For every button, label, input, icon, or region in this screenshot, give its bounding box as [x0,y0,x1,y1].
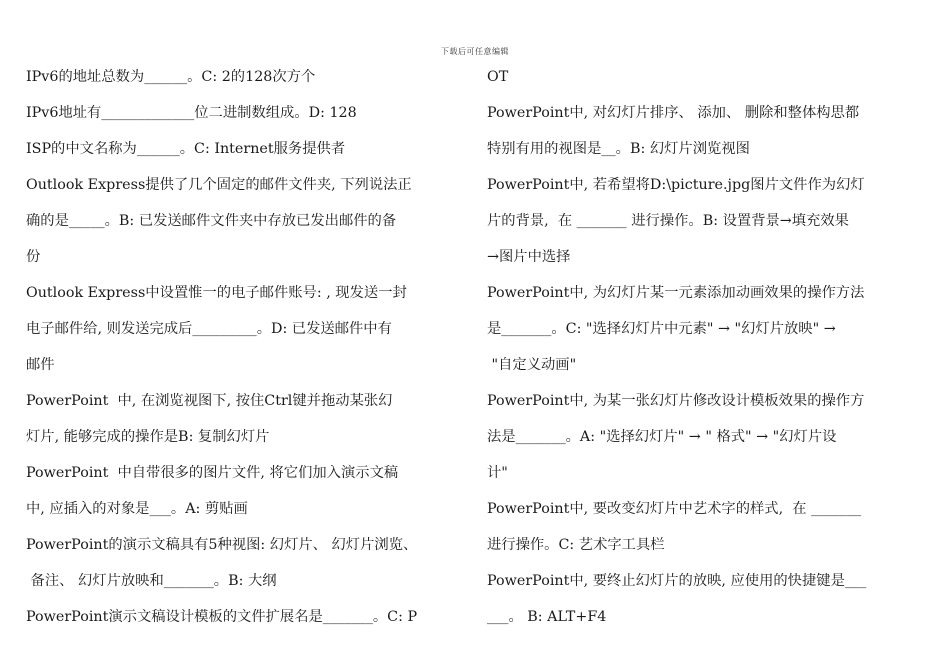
text-line: Outlook Express中设置惟一的电子邮件账号: , 现发送一封 [26,285,407,301]
text-line: PowerPoint 中, 在浏览视图下, 按住Ctrl键并拖动某张幻 [26,393,393,409]
text-line: 片的背景, 在 _______ 进行操作。B: 设置背景→填充效果 [487,213,849,229]
text-line: PowerPoint中, 要改变幻灯片中艺术字的样式, 在 _______ [487,501,862,517]
text-line: Outlook Express提供了几个固定的邮件文件夹, 下列说法正 [26,177,412,193]
text-line: PowerPoint中, 若希望将D:\picture.jpg图片文件作为幻灯 [487,177,865,193]
text-line: PowerPoint中, 对幻灯片排序、 添加、 删除和整体构思都 [487,105,860,121]
text-line: 计" [487,465,508,481]
text-line: PowerPoint中, 要终止幻灯片的放映, 应使用的快捷键是___ [487,573,867,589]
document-header-note: 下载后可任意编辑 [441,47,509,56]
text-line: 确的是_____。B: 已发送邮件文件夹中存放已发出邮件的备 [26,213,397,229]
right-text-column [487,59,927,635]
text-line: PowerPoint 中自带很多的图片文件, 将它们加入演示文稿 [26,465,399,481]
text-line: 份 [26,249,41,265]
text-line: OT [487,69,509,85]
text-line: IPv6的地址总数为______。C: 2的128次方个 [26,69,316,85]
text-line: 是_______。C: "选择幻灯片中元素" → "幻灯片放映" → [487,321,836,337]
text-line: 法是_______。A: "选择幻灯片" → " 格式" → "幻灯片设 [487,429,837,445]
text-line: ISP的中文名称为______。C: Internet服务提供者 [26,141,346,157]
text-line: PowerPoint演示文稿设计模板的文件扩展名是_______。C: P [26,609,418,625]
text-line: PowerPoint的演示文稿具有5种视图: 幻灯片、 幻灯片浏览、 [26,537,418,553]
text-line: "自定义动画" [487,357,577,373]
text-line: 备注、 幻灯片放映和_______。B: 大纲 [26,573,277,589]
text-line: 邮件 [26,357,55,373]
text-line: 进行操作。C: 艺术字工具栏 [487,537,665,553]
text-line: 电子邮件给, 则发送完成后_________。D: 已发送邮件中有 [26,321,392,337]
text-line: 灯片, 能够完成的操作是B: 复制幻灯片 [26,429,270,445]
text-line: PowerPoint中, 为某一张幻灯片修改设计模板效果的操作方 [487,393,865,409]
text-line: PowerPoint中, 为幻灯片某一元素添加动画效果的操作方法 [487,285,865,301]
text-line: 中, 应插入的对象是___。A: 剪贴画 [26,501,248,517]
text-line: 特别有用的视图是__。B: 幻灯片浏览视图 [487,141,750,157]
text-line: →图片中选择 [487,249,571,265]
text-line: IPv6地址有_____________位二进制数组成。D: 128 [26,105,357,121]
left-text-column [26,59,464,635]
text-line: ___。 B: ALT+F4 [487,609,607,625]
